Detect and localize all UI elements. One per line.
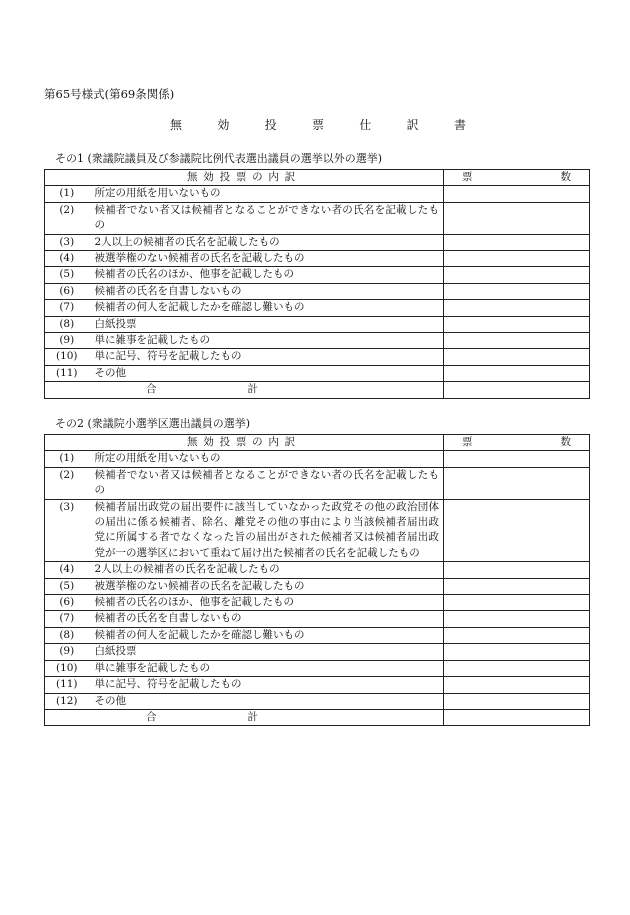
total-count-cell[interactable] bbox=[444, 382, 590, 398]
table-header-row bbox=[45, 170, 590, 186]
row-description: 単に雑事を記載したもの bbox=[89, 333, 444, 349]
total-char: 計 bbox=[247, 710, 258, 723]
header-vote-count bbox=[444, 170, 590, 186]
table-row bbox=[45, 234, 590, 250]
table-row bbox=[45, 267, 590, 283]
table-row bbox=[45, 365, 590, 381]
table-row bbox=[45, 316, 590, 332]
vote-count-cell[interactable] bbox=[444, 644, 590, 660]
header-count-char: 数 bbox=[560, 171, 571, 183]
row-description: 単に記号、符号を記載したもの bbox=[89, 677, 444, 693]
row-number: (8) bbox=[45, 316, 89, 332]
row-description: 単に記号、符号を記載したもの bbox=[89, 349, 444, 365]
row-description: 候補者でない者又は候補者となることができない者の氏名を記載したもの bbox=[89, 467, 444, 499]
title-char: 仕 bbox=[359, 118, 372, 132]
row-number: (1) bbox=[45, 451, 89, 467]
row-number: (8) bbox=[45, 627, 89, 643]
table-row bbox=[45, 333, 590, 349]
vote-count-cell[interactable] bbox=[444, 202, 590, 234]
table-row bbox=[45, 611, 590, 627]
row-description: 被選挙権のない候補者の氏名を記載したもの bbox=[89, 578, 444, 594]
table-row bbox=[45, 349, 590, 365]
table-row bbox=[45, 644, 590, 660]
row-number: (3) bbox=[45, 499, 89, 562]
table-row bbox=[45, 251, 590, 267]
row-description: 候補者届出政党の届出要件に該当していなかった政党その他の政治団体の届出に係る候補者、除名、離党その他の事由により当該候補者届出政党に所属する者でなくなった旨の届出がされた候補者又は候補者届出政党が一の選挙区において重ねて届け出た候補者の氏名を記載したもの bbox=[89, 499, 444, 562]
row-description: 候補者の氏名を自書しないもの bbox=[89, 611, 444, 627]
header-count-char: 票 bbox=[462, 436, 473, 448]
total-label bbox=[45, 382, 444, 398]
row-number: (10) bbox=[45, 349, 89, 365]
row-number: (12) bbox=[45, 693, 89, 709]
header-breakdown: 無効投票の内訳 bbox=[45, 170, 444, 186]
document-title bbox=[170, 116, 466, 133]
row-number: (4) bbox=[45, 251, 89, 267]
row-description: 候補者の氏名を自書しないもの bbox=[89, 283, 444, 299]
row-description: その他 bbox=[89, 693, 444, 709]
table-row bbox=[45, 202, 590, 234]
table-row bbox=[45, 186, 590, 202]
row-description: 候補者でない者又は候補者となることができない者の氏名を記載したもの bbox=[89, 202, 444, 234]
vote-count-cell[interactable] bbox=[444, 499, 590, 562]
header-vote-count bbox=[444, 435, 590, 451]
section-1-table bbox=[44, 169, 590, 399]
row-description: 候補者の氏名のほか、他事を記載したもの bbox=[89, 267, 444, 283]
header-count-char: 票 bbox=[462, 171, 473, 183]
table-row bbox=[45, 693, 590, 709]
vote-count-cell[interactable] bbox=[444, 186, 590, 202]
title-char: 書 bbox=[453, 118, 466, 132]
row-description: 候補者の何人を記載したかを確認し難いもの bbox=[89, 300, 444, 316]
row-description: 所定の用紙を用いないもの bbox=[89, 186, 444, 202]
row-description: その他 bbox=[89, 365, 444, 381]
row-number: (9) bbox=[45, 644, 89, 660]
vote-count-cell[interactable] bbox=[444, 349, 590, 365]
row-number: (5) bbox=[45, 578, 89, 594]
vote-count-cell[interactable] bbox=[444, 611, 590, 627]
vote-count-cell[interactable] bbox=[444, 365, 590, 381]
vote-count-cell[interactable] bbox=[444, 677, 590, 693]
total-char: 合 bbox=[146, 383, 157, 396]
vote-count-cell[interactable] bbox=[444, 283, 590, 299]
row-number: (7) bbox=[45, 611, 89, 627]
vote-count-cell[interactable] bbox=[444, 467, 590, 499]
row-description: 候補者の何人を記載したかを確認し難いもの bbox=[89, 627, 444, 643]
row-description: 白紙投票 bbox=[89, 316, 444, 332]
vote-count-cell[interactable] bbox=[444, 251, 590, 267]
row-number: (6) bbox=[45, 595, 89, 611]
vote-count-cell[interactable] bbox=[444, 627, 590, 643]
table-header-row bbox=[45, 435, 590, 451]
table-row bbox=[45, 467, 590, 499]
table-row bbox=[45, 627, 590, 643]
total-row bbox=[45, 709, 590, 725]
row-description: 単に雑事を記載したもの bbox=[89, 660, 444, 676]
title-char: 票 bbox=[311, 118, 324, 132]
row-number: (5) bbox=[45, 267, 89, 283]
vote-count-cell[interactable] bbox=[444, 234, 590, 250]
row-description: 被選挙権のない候補者の氏名を記載したもの bbox=[89, 251, 444, 267]
row-number: (2) bbox=[45, 467, 89, 499]
total-count-cell[interactable] bbox=[444, 709, 590, 725]
total-label bbox=[45, 709, 444, 725]
row-number: (10) bbox=[45, 660, 89, 676]
table-row bbox=[45, 578, 590, 594]
table-row bbox=[45, 451, 590, 467]
vote-count-cell[interactable] bbox=[444, 660, 590, 676]
title-char: 訳 bbox=[406, 118, 419, 132]
row-description: 所定の用紙を用いないもの bbox=[89, 451, 444, 467]
total-char: 計 bbox=[247, 383, 258, 396]
vote-count-cell[interactable] bbox=[444, 451, 590, 467]
row-description: 白紙投票 bbox=[89, 644, 444, 660]
row-number: (11) bbox=[45, 677, 89, 693]
row-number: (7) bbox=[45, 300, 89, 316]
title-char: 無 bbox=[170, 118, 183, 132]
vote-count-cell[interactable] bbox=[444, 316, 590, 332]
row-description: 候補者の氏名のほか、他事を記載したもの bbox=[89, 595, 444, 611]
vote-count-cell[interactable] bbox=[444, 693, 590, 709]
row-number: (9) bbox=[45, 333, 89, 349]
row-number: (4) bbox=[45, 562, 89, 578]
table-row bbox=[45, 300, 590, 316]
total-row bbox=[45, 382, 590, 398]
vote-count-cell[interactable] bbox=[444, 267, 590, 283]
vote-count-cell[interactable] bbox=[444, 562, 590, 578]
row-number: (1) bbox=[45, 186, 89, 202]
row-number: (6) bbox=[45, 283, 89, 299]
table-row bbox=[45, 499, 590, 562]
row-description: 2人以上の候補者の氏名を記載したもの bbox=[89, 234, 444, 250]
title-char: 効 bbox=[217, 118, 230, 132]
table-row bbox=[45, 283, 590, 299]
header-count-char: 数 bbox=[560, 436, 571, 448]
title-char: 投 bbox=[264, 118, 277, 132]
row-number: (3) bbox=[45, 234, 89, 250]
table-row bbox=[45, 660, 590, 676]
row-number: (11) bbox=[45, 365, 89, 381]
vote-count-cell[interactable] bbox=[444, 333, 590, 349]
table-row bbox=[45, 677, 590, 693]
section-2-caption: その2 (衆議院小選挙区選出議員の選挙) bbox=[55, 417, 251, 430]
header-breakdown: 無効投票の内訳 bbox=[45, 435, 444, 451]
row-description: 2人以上の候補者の氏名を記載したもの bbox=[89, 562, 444, 578]
vote-count-cell[interactable] bbox=[444, 300, 590, 316]
table-row bbox=[45, 562, 590, 578]
table-row bbox=[45, 595, 590, 611]
vote-count-cell[interactable] bbox=[444, 578, 590, 594]
form-number: 第65号様式(第69条関係) bbox=[44, 87, 175, 101]
vote-count-cell[interactable] bbox=[444, 595, 590, 611]
total-char: 合 bbox=[146, 710, 157, 723]
section-1-caption: その1 (衆議院議員及び参議院比例代表選出議員の選挙以外の選挙) bbox=[55, 152, 383, 165]
row-number: (2) bbox=[45, 202, 89, 234]
section-2-table bbox=[44, 434, 590, 726]
